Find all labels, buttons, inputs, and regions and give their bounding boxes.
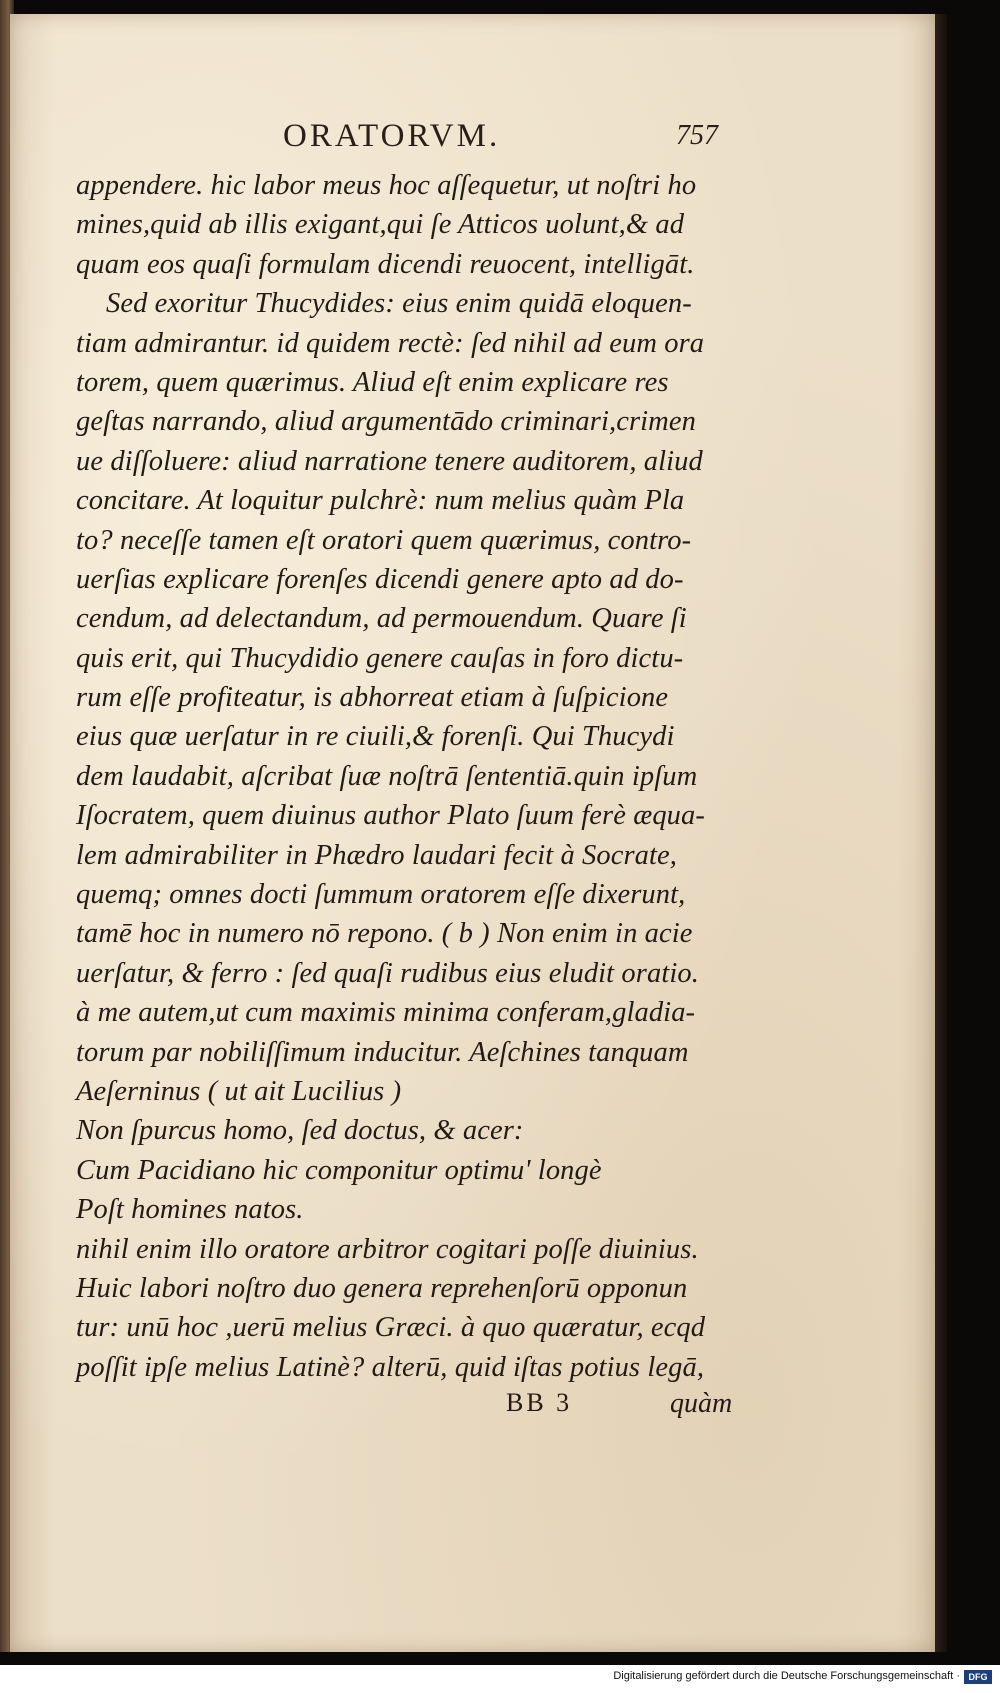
text-line: cendum, ad delectandum, ad permouendum. Quare ſi	[76, 603, 687, 635]
dfg-logo-icon: DFG	[964, 1670, 992, 1684]
running-title: ORATORVM.	[283, 118, 501, 154]
text-line: concitare. At loquitur pulchrè: num melius quàm Pla	[76, 485, 685, 517]
text-line: quis erit, qui Thucydidio genere cauſas in foro dictu-	[76, 642, 684, 674]
signature-line	[0, 1388, 1000, 1428]
text-line: Aeſerninus ( ut ait Lucilius )	[76, 1075, 402, 1107]
running-head	[0, 118, 1000, 158]
text-line: quemq; omnes docti ſummum oratorem eſſe dixerunt,	[76, 879, 686, 911]
text-line: to? neceſſe tamen eſt oratori quem quærimus, contro-	[76, 524, 692, 556]
text-line: poſſit ipſe melius Latinè? alterū, quid iſtas potius legā,	[76, 1351, 705, 1383]
text-line: torem, quem quærimus. Aliud eſt enim explicare res	[76, 366, 669, 398]
funding-credit: Digitalisierung gefördert durch die Deutsche Forschungsgemeinschaft ·	[613, 1670, 960, 1682]
text-line: lem admirabiliter in Phædro laudari fecit à Socrate,	[76, 839, 678, 871]
text-line: Iſocratem, quem diuinus author Plato ſuum ferè æqua-	[76, 800, 705, 832]
text-line: Cum Pacidiano hic componitur optimu' longè	[76, 1154, 602, 1186]
text-line: appendere. hic labor meus hoc aſſequetur, ut noſtri ho	[76, 170, 697, 201]
text-line: Non ſpurcus homo, ſed doctus, & acer:	[76, 1115, 524, 1147]
text-line: Sed exoritur Thucydides: eius enim quidā eloquen-	[106, 288, 692, 320]
text-line: uerſias explicare forenſes dicendi genere apto ad do-	[76, 563, 684, 595]
text-line: Poſt homines natos.	[76, 1194, 304, 1226]
text-line: quam eos quaſi formulam dicendi reuocent, intelligāt.	[76, 248, 695, 280]
text-line: nihil enim illo oratore arbitror cogitari poſſe diuinius.	[76, 1233, 699, 1265]
text-line: rum eſſe profiteatur, is abhorreat etiam à ſuſpicione	[76, 682, 669, 714]
catchword: quàm	[670, 1388, 733, 1419]
body-text	[76, 166, 766, 1387]
text-line: torum par nobiliſſimum inducitur. Aeſchines tanquam	[76, 1036, 689, 1068]
text-line: uerſatur, & ferro : ſed quaſi rudibus eius eludit oratio.	[76, 957, 699, 989]
printer-signature: BB 3	[506, 1388, 573, 1417]
text-line: geſtas narrando, aliud argumentādo criminari,crimen	[76, 406, 696, 438]
page-number: 757	[676, 120, 718, 151]
text-line: Huic labori noſtro duo genera reprehenſorū opponun	[76, 1272, 688, 1304]
text-line: tur: unū hoc ,uerū melius Græci. à quo quæratur, ecqd	[76, 1312, 706, 1344]
text-line: eius quæ uerſatur in re ciuili,& forenſi. Qui Thucydi	[76, 721, 675, 753]
digitization-footer	[0, 1665, 1000, 1693]
text-line: à me autem,ut cum maximis minima conferam,gladia-	[76, 997, 696, 1029]
text-line: tiam admirantur. id quidem rectè: ſed nihil ad eum ora	[76, 327, 705, 359]
text-line: dem laudabit, aſcribat ſuæ noſtrā ſententiā.quin ipſum	[76, 760, 698, 792]
text-line: ue diſſoluere: aliud narratione tenere auditorem, aliud	[76, 445, 703, 477]
text-line: mines,quid ab illis exigant,qui ſe Atticos uolunt,& ad	[76, 209, 685, 241]
text-line: tamē hoc in numero nō repono. ( b ) Non enim in acie	[76, 918, 693, 950]
